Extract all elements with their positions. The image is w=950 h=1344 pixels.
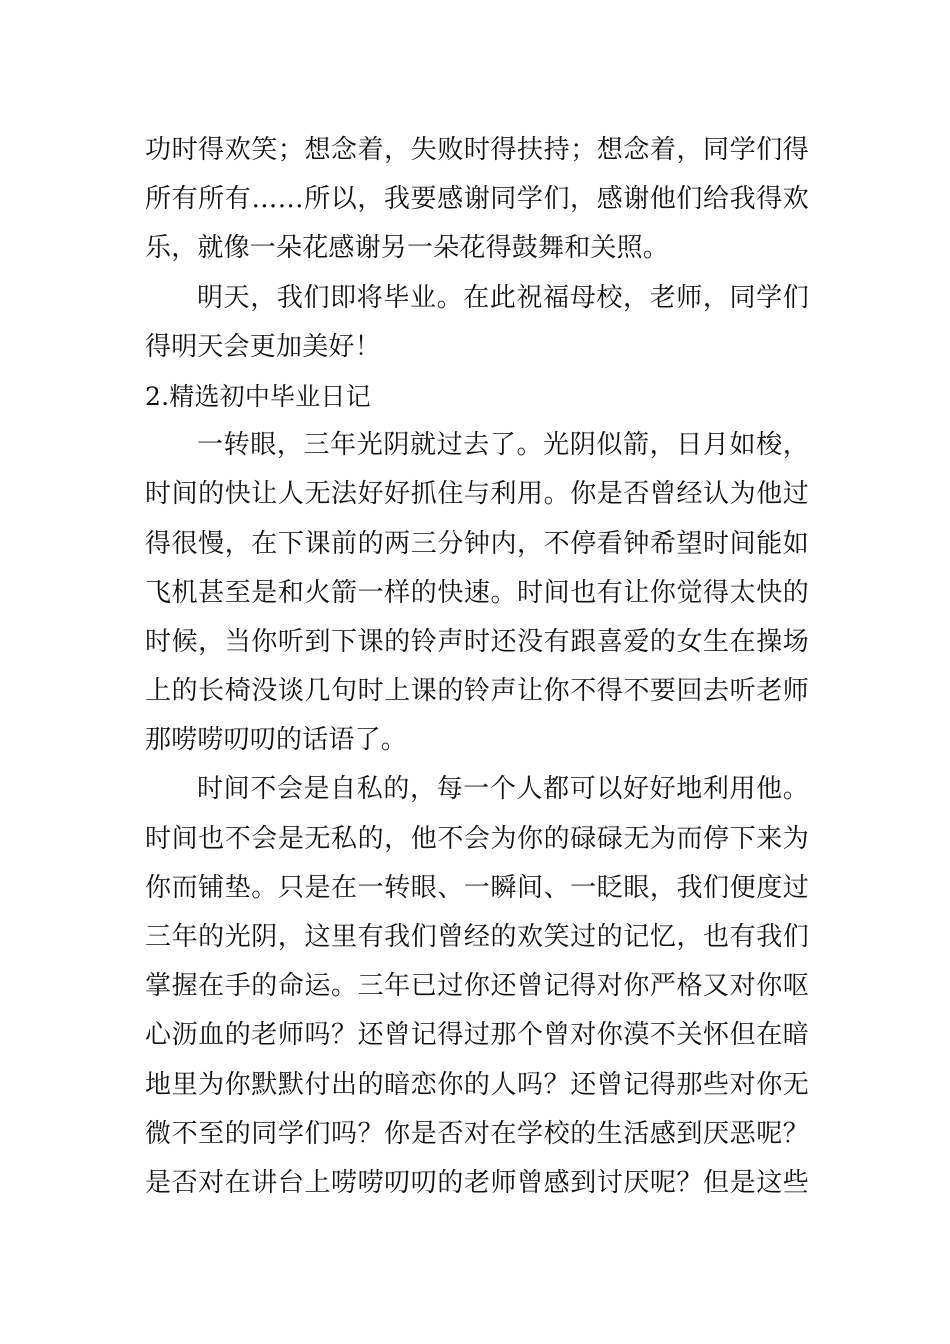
text-line: 时间不会是自私的，每一个人都可以好好地利用他。: [197, 774, 809, 805]
text-line: 明天，我们即将毕业。在此祝福母校，老师，同学们: [197, 282, 809, 313]
text-line: 是否对在讲台上唠唠叨叨的老师曾感到讨厌呢？但是这些: [145, 1167, 809, 1198]
paragraph-2: [145, 274, 809, 372]
document-page: [145, 126, 809, 1208]
text-line: 飞机甚至是和火箭一样的快速。时间也有让你觉得太快的: [145, 577, 809, 608]
text-line: 一转眼，三年光阴就过去了。光阴似箭，日月如梭，: [197, 430, 809, 461]
text-line: 时间的快让人无法好好抓住与利用。你是否曾经认为他过: [145, 479, 809, 510]
text-line: 那唠唠叨叨的话语了。: [145, 725, 408, 756]
text-line: 三年的光阴，这里有我们曾经的欢笑过的记忆，也有我们: [145, 922, 809, 952]
paragraph-1: [145, 126, 809, 274]
text-line: 地里为你默默付出的暗恋你的人吗？还曾记得那些对你无: [145, 1069, 809, 1100]
text-line: 时间也不会是无私的，他不会为你的碌碌无为而停下来为: [145, 823, 809, 854]
text-line: 得明天会更加美好！: [145, 331, 381, 362]
text-line: 心沥血的老师吗？还曾记得过那个曾对你漠不关怀但在暗: [145, 1020, 809, 1051]
text-line: 上的长椅没谈几句时上课的铃声让你不得不要回去听老师: [145, 676, 809, 707]
text-line: 掌握在手的命运。三年已过你还曾记得对你严格又对你呕: [145, 971, 809, 1002]
text-line: 乐，就像一朵花感谢另一朵花得鼓舞和关照。: [145, 233, 670, 264]
text-line: 所有所有……所以，我要感谢同学们，感谢他们给我得欢: [145, 184, 809, 215]
text-line: 功时得欢笑；想念着，失败时得扶持；想念着，同学们得: [145, 135, 809, 165]
text-line: 得很慢，在下课前的两三分钟内，不停看钟希望时间能如: [145, 528, 809, 559]
text-line: 微不至的同学们吗？你是否对在学校的生活感到厌恶呢？: [145, 1118, 809, 1149]
text-line: 你而铺垫。只是在一转眼、一瞬间、一眨眼，我们便度过: [145, 872, 809, 903]
section-heading: 2.精选初中毕业日记: [145, 381, 371, 411]
paragraph-3: [145, 421, 809, 765]
text-line: 时候，当你听到下课的铃声时还没有跟喜爱的女生在操场: [145, 626, 809, 657]
paragraph-4: [145, 765, 809, 1208]
